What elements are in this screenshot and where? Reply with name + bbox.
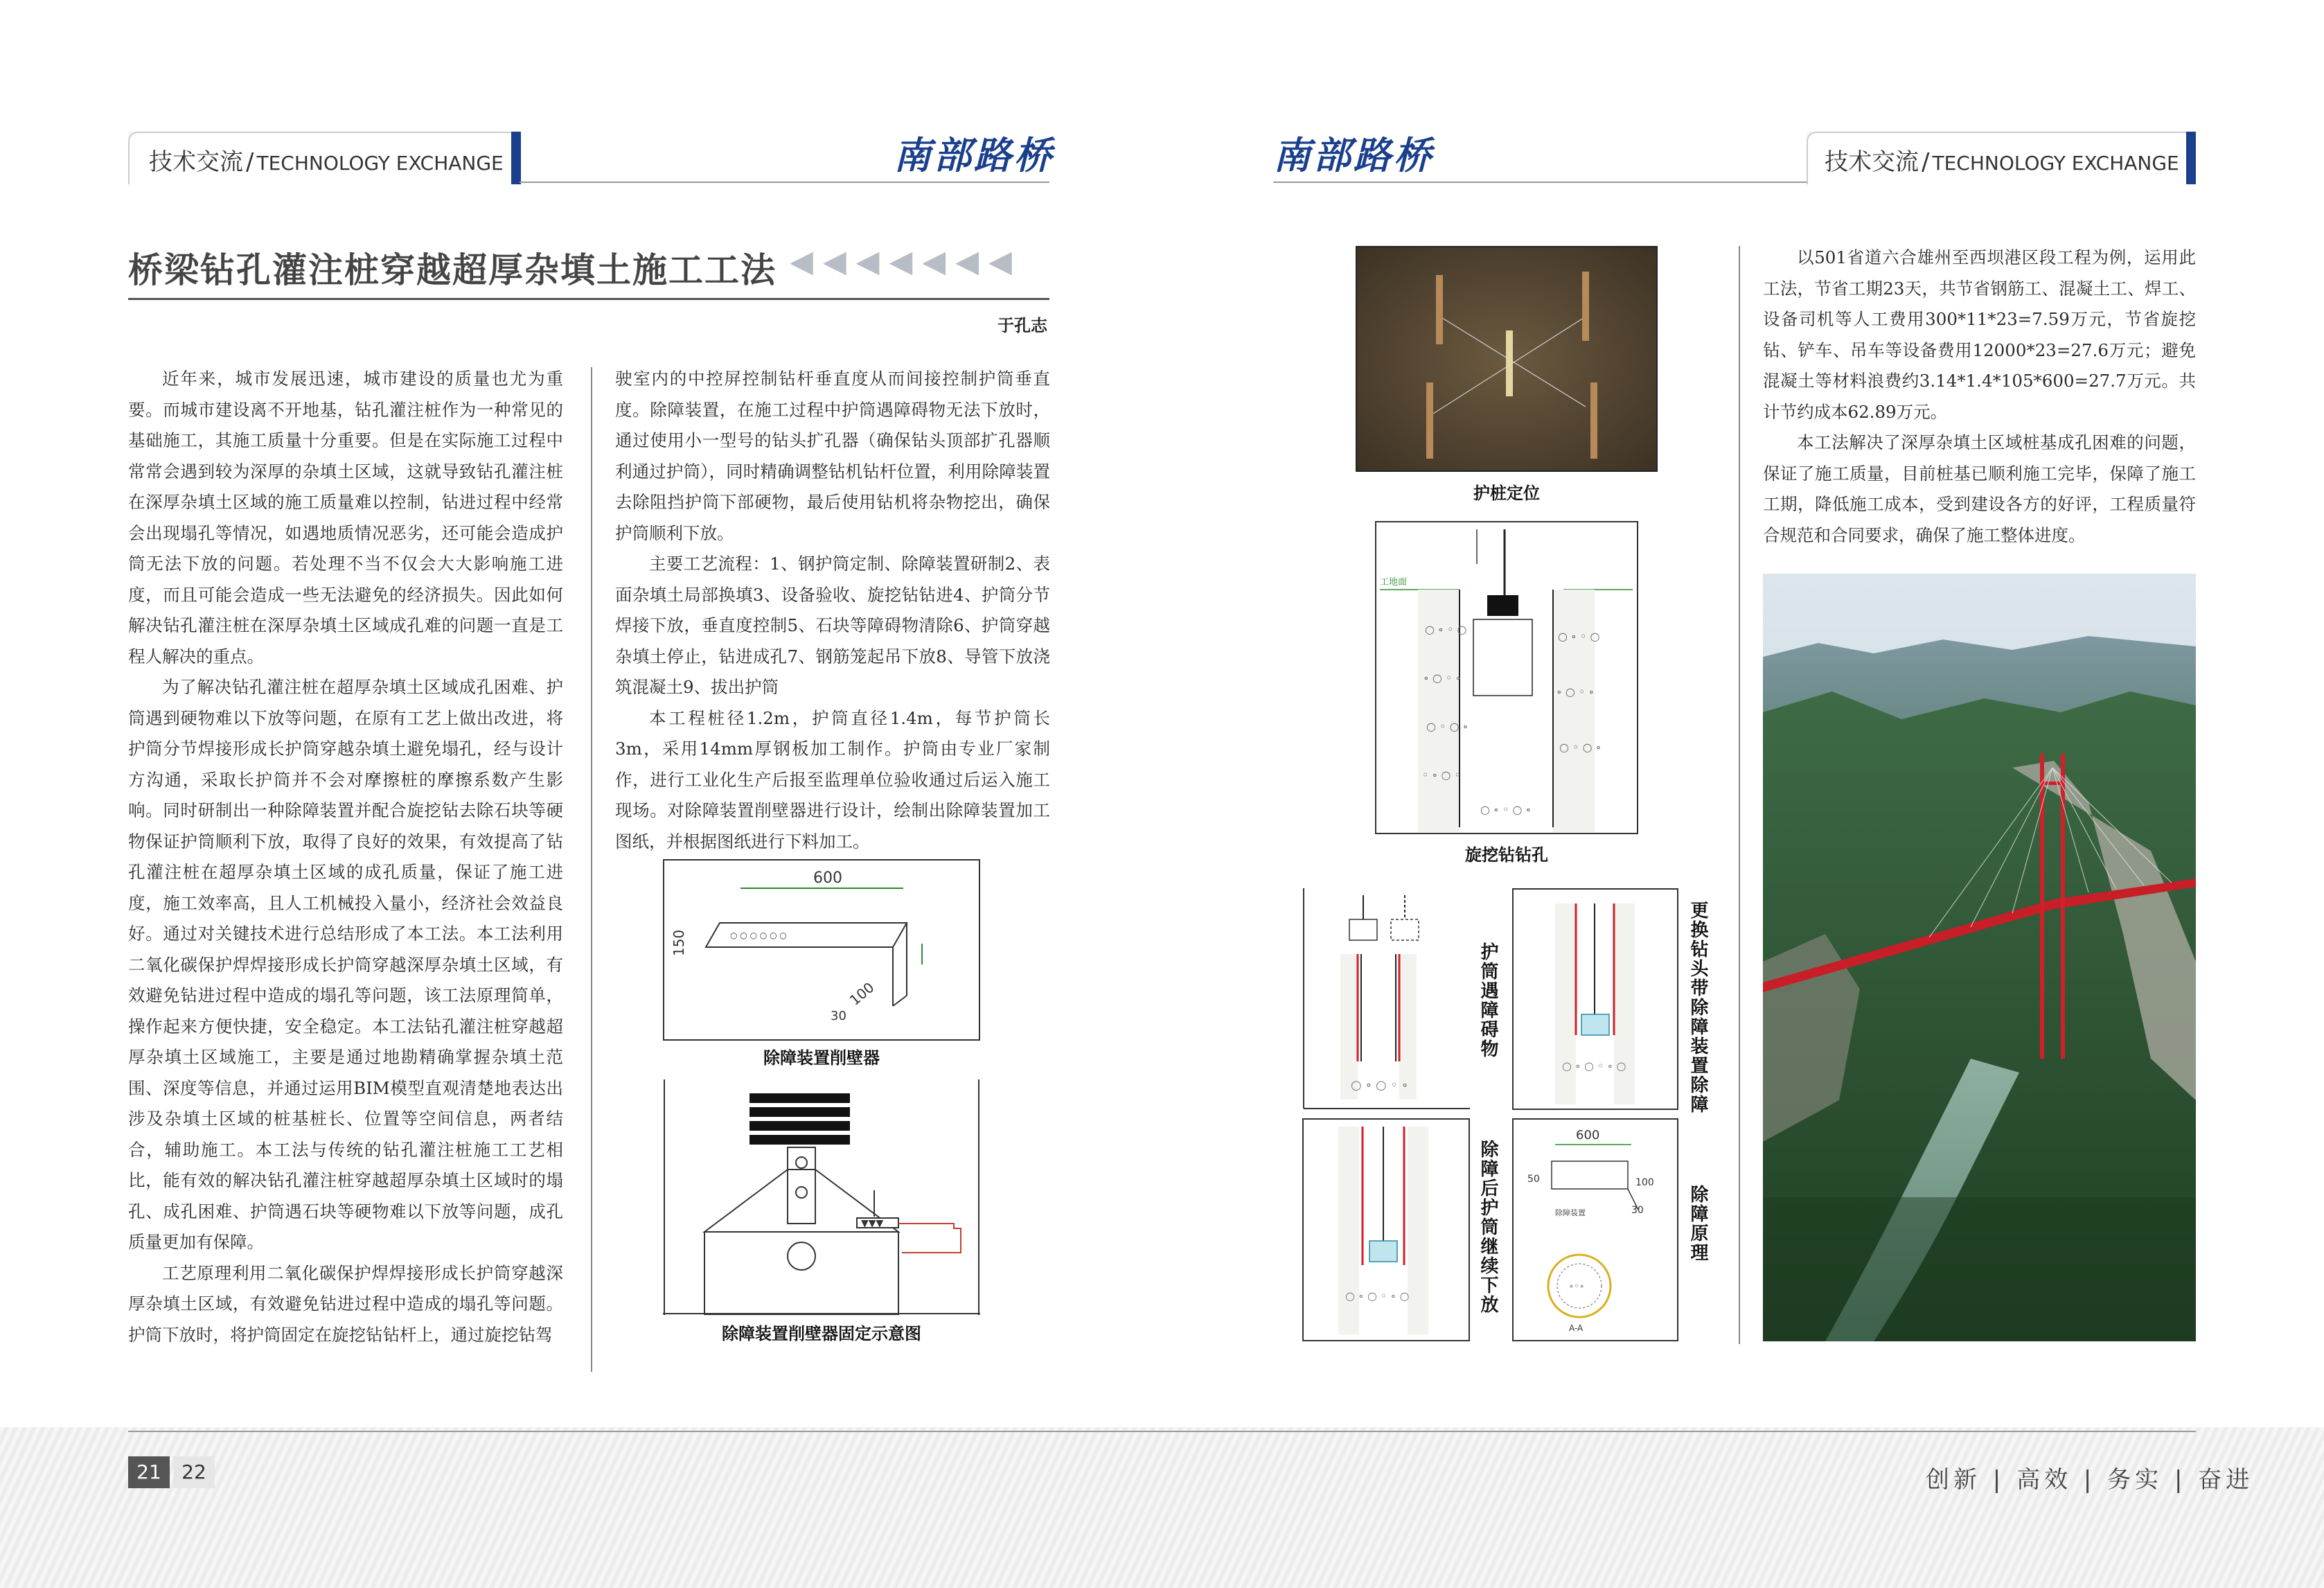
figure-caption: 除障装置削壁器 — [763, 1048, 880, 1068]
article-title: 桥梁钻孔灌注桩穿越超厚杂填土施工工法 — [128, 250, 777, 290]
ground-label: 工地面 — [1380, 577, 1408, 588]
paragraph: 本工法解决了深厚杂填土区域桩基成孔困难的问题，保证了施工质量，目前桩基已顺利施工完毕，保障了施工工期，降低施工成本，受到建设各方的好评，工程质量符合规范和合同要求，确保了施工整体进度。 — [1763, 432, 2196, 545]
dim-100: 100 — [1635, 1177, 1654, 1188]
column-divider-1 — [591, 367, 592, 1372]
figure-clearing-principle — [1512, 1118, 1678, 1341]
replace-bit-svg — [1514, 890, 1677, 1109]
right-section-label — [1825, 143, 2179, 177]
dim-50: 50 — [1527, 1174, 1540, 1185]
svg-text:○ ∘ ○ ◦ ∘: ○ ∘ ○ ◦ ∘ — [1351, 1078, 1408, 1093]
paragraph: 主要工艺流程：1、钢护筒定制、除障装置研制2、表面杂填土局部换填3、设备验收、旋挖钻钻进4、护筒分节焊接下放，垂直度控制5、石块等障碍物清除6、护筒穿越杂填土停止，钻进成孔7、钢筋笼起吊下放8、导管下放浇筑混凝土9、拔出护筒 — [615, 554, 1050, 697]
footer-rule — [128, 1431, 2196, 1432]
wall-cutter-fixing-svg — [663, 1079, 980, 1315]
figure-caption: 除障装置削壁器固定示意图 — [722, 1324, 921, 1343]
paragraph: 工艺原理利用二氧化碳保护焊焊接形成长护筒穿越深厚杂填土区域，有效避免钻进过程中造成的塌孔等问题。护筒下放时，将护筒固定在旋挖钻钻杆上，通过旋挖钻驾 — [128, 1262, 563, 1345]
svg-text:○ ∘ ◦ ○ ∘: ○ ∘ ◦ ○ ∘ — [1480, 803, 1532, 816]
dim-600: 600 — [1576, 1128, 1600, 1143]
figure-rotary-drilling — [1375, 521, 1638, 834]
svg-text:○ ○ ○ ○ ○ ○: ○ ○ ○ ○ ○ ○ — [730, 930, 787, 940]
svg-text:∘◦∘: ∘◦∘ — [1569, 1281, 1584, 1292]
left-header-line — [520, 182, 1049, 183]
pile-positioning-svg — [1357, 247, 1656, 470]
footer-background — [0, 1427, 2324, 1588]
figure-casing-obstacle — [1302, 888, 1470, 1110]
left-section-sep: / — [246, 148, 254, 176]
title-underline — [128, 298, 1049, 300]
left-section-zh: 技术交流 — [149, 148, 243, 176]
device-label: 除障装置 — [1555, 1208, 1586, 1217]
figure-wall-cutter-drawing — [663, 859, 980, 1041]
svg-text:∘ ○ ◦ ∘: ∘ ○ ◦ ∘ — [1556, 685, 1595, 698]
text-column-2 — [615, 364, 1050, 857]
casing-continue-svg — [1304, 1120, 1469, 1340]
dim-30: 30 — [831, 1009, 846, 1023]
figure-pile-positioning — [1356, 246, 1658, 472]
left-section-en: TECHNOLOGY EXCHANGE — [256, 152, 504, 175]
page-number-left: 21 — [128, 1456, 170, 1488]
dim-150: 150 — [671, 929, 687, 956]
svg-text:○ ∘ ○ ◦ ∘ ○: ○ ∘ ○ ◦ ∘ ○ — [1562, 1059, 1626, 1073]
article-author: 于孔志 — [997, 316, 1047, 335]
rotary-drilling-svg — [1376, 522, 1637, 833]
title-arrow-decoration: ◀◀◀◀◀◀◀ — [790, 244, 1022, 279]
svg-text:○ ∘ ◦ ○: ○ ∘ ◦ ○ — [1558, 630, 1600, 643]
paragraph: 近年来，城市发展迅速，城市建设的质量也尤为重要。而城市建设离不开地基，钻孔灌注桩作为一种常见的基础施工，其施工质量十分重要。但是在实际施工过程中常常会遇到较为深厚的杂填土区域，这就导致钻孔灌注桩在深厚杂填土区域的施工质量难以控制，钻进过程中经常会出现塌孔等情况，如遇地质情况恶劣，还可能会造成护筒无法下放的问题。若处理不当不仅会大大影响施工进度，而且可能会造成一些无法避免的经济损失。因此如何解决钻孔灌注桩在深厚杂填土区域成孔难的问题一直是工程人解决的重点。 — [128, 369, 563, 667]
paragraph: 为了解决钻孔灌注桩在超厚杂填土区域成孔困难、护筒遇到硬物难以下放等问题，在原有工艺上做出改进，将护筒分节焊接形成长护筒穿越杂填土避免塌孔，经与设计方沟通，采取长护筒并不会对摩擦桩的摩擦系数产生影响。同时研制出一种除障装置并配合旋挖钻去除石块等硬物保证护筒顺利下放，取得了良好的效果，有效提高了钻孔灌注桩在超厚杂填土区域的成孔质量，保证了施工进度，施工效率高，且人工机械投入量小，经济社会效益良好。通过对关键技术进行总结形成了本工法。本工法利用二氧化碳保护焊焊接形成长护筒穿越深厚杂填土区域，有效避免钻进过程中造成的塌孔等问题，该工法原理简单，操作起来方便快捷，安全稳定。本工法钻孔灌注桩穿越超厚杂填土区域施工，主要是通过地勘精确掌握杂填土范围、深度等信息，并通过运用BIM模型直观清楚地表达出涉及杂填土区域的桩基桩长、位置等空间信息，两者结合，辅助施工。本工法与传统的钻孔灌注桩施工工艺相比，能有效的解决钻孔灌注桩穿越超厚杂填土区域时的塌孔、成孔困难、护筒遇石块等硬物难以下放等问题，成孔质量更加有保障。 — [128, 677, 563, 1252]
bridge-photo — [1763, 574, 2196, 1341]
right-section-zh: 技术交流 — [1825, 148, 1919, 176]
brand-logo-left: 南部路桥 — [894, 134, 1054, 177]
svg-text:∘ ○ ◦ ∘: ∘ ○ ◦ ∘ — [1423, 671, 1462, 685]
dim-30: 30 — [1631, 1205, 1644, 1216]
text-column-1 — [128, 364, 563, 1350]
text-column-4 — [1763, 242, 2196, 551]
page-number-right: 22 — [173, 1456, 215, 1488]
right-section-en: TECHNOLOGY EXCHANGE — [1932, 152, 2179, 175]
right-header-line — [1273, 182, 1807, 183]
dim-600: 600 — [813, 870, 842, 887]
svg-text:○ ◦ ○ ∘: ○ ◦ ○ ∘ — [1559, 741, 1602, 754]
figure-caption-vertical: 护筒遇障碍物 — [1478, 942, 1498, 1059]
figure-caption: 旋挖钻钻孔 — [1465, 845, 1548, 865]
section-label: A-A — [1569, 1323, 1584, 1333]
paragraph: 本工程桩径1.2m，护筒直径1.4m，每节护筒长3m，采用14mm厚钢板加工制作。护筒由专业厂家制作，进行工业化生产后报至监理单位验收通过后运入施工现场。对除障装置削壁器进行设计，绘制出除障装置加工图纸，并根据图纸进行下料加工。 — [615, 707, 1050, 852]
paragraph: 驶室内的中控屏控制钻杆垂直度从而间接控制护筒垂直度。除障装置，在施工过程中护筒遇障碍物无法下放时，通过使用小一型号的钻头扩孔器（确保钻头顶部扩孔器顺利通过护筒），同时精确调整钻机钻杆位置，利用除障装置去除阻挡护筒下部硬物，最后使用钻机将杂物挖出，确保护筒顺利下放。 — [615, 369, 1050, 543]
right-section-notch — [2186, 132, 2196, 184]
bridge-photo-svg — [1763, 574, 2196, 1341]
column-divider-right — [1739, 246, 1740, 1344]
figure-replace-bit-clearing — [1512, 888, 1678, 1110]
clearing-principle-svg — [1514, 1120, 1677, 1340]
figure-caption: 护桩定位 — [1473, 484, 1540, 503]
wall-cutter-svg — [664, 861, 979, 1039]
casing-obstacle-svg — [1302, 888, 1470, 1110]
svg-text:▼▼▼: ▼▼▼ — [861, 1218, 884, 1229]
brand-logo-right: 南部路桥 — [1273, 134, 1434, 177]
dim-100: 100 — [846, 978, 878, 1009]
left-section-notch — [511, 132, 521, 184]
left-section-label — [149, 143, 504, 177]
svg-text:○ ∘ ○ ◦ ∘ ○: ○ ∘ ○ ◦ ∘ ○ — [1345, 1289, 1410, 1303]
svg-text:○ ∘ ◦ ○: ○ ∘ ◦ ○ — [1425, 623, 1467, 636]
figure-caption-vertical: 除障原理 — [1687, 1185, 1708, 1262]
svg-text:◦ ∘ ○ ◦: ◦ ∘ ○ ◦ — [1422, 768, 1461, 782]
right-section-sep: / — [1922, 148, 1930, 176]
footer-slogan: 创新 | 高效 | 务实 | 奋进 — [1926, 1466, 2254, 1494]
svg-text:○ ◦ ○ ∘: ○ ◦ ○ ∘ — [1426, 720, 1469, 733]
figure-caption-vertical: 更换钻头带除障装置除障 — [1687, 901, 1708, 1114]
paragraph: 以501省道六合雄州至西坝港区段工程为例，运用此工法，节省工期23天，共节省钢筋工、混凝土工、焊工、设备司机等人工费用300*11*23=7.59万元，节省旋挖钻、铲车、吊车等设备费用12000*23=27.6万元；避免混凝土等材料浪费约3.14*1.4*105*600=27.7万元。共计节约成本62.89万元。 — [1763, 247, 2196, 422]
figure-wall-cutter-fixing — [663, 1079, 980, 1315]
figure-caption-vertical: 除障后护筒继续下放 — [1478, 1140, 1498, 1314]
figure-casing-continue — [1302, 1118, 1470, 1341]
